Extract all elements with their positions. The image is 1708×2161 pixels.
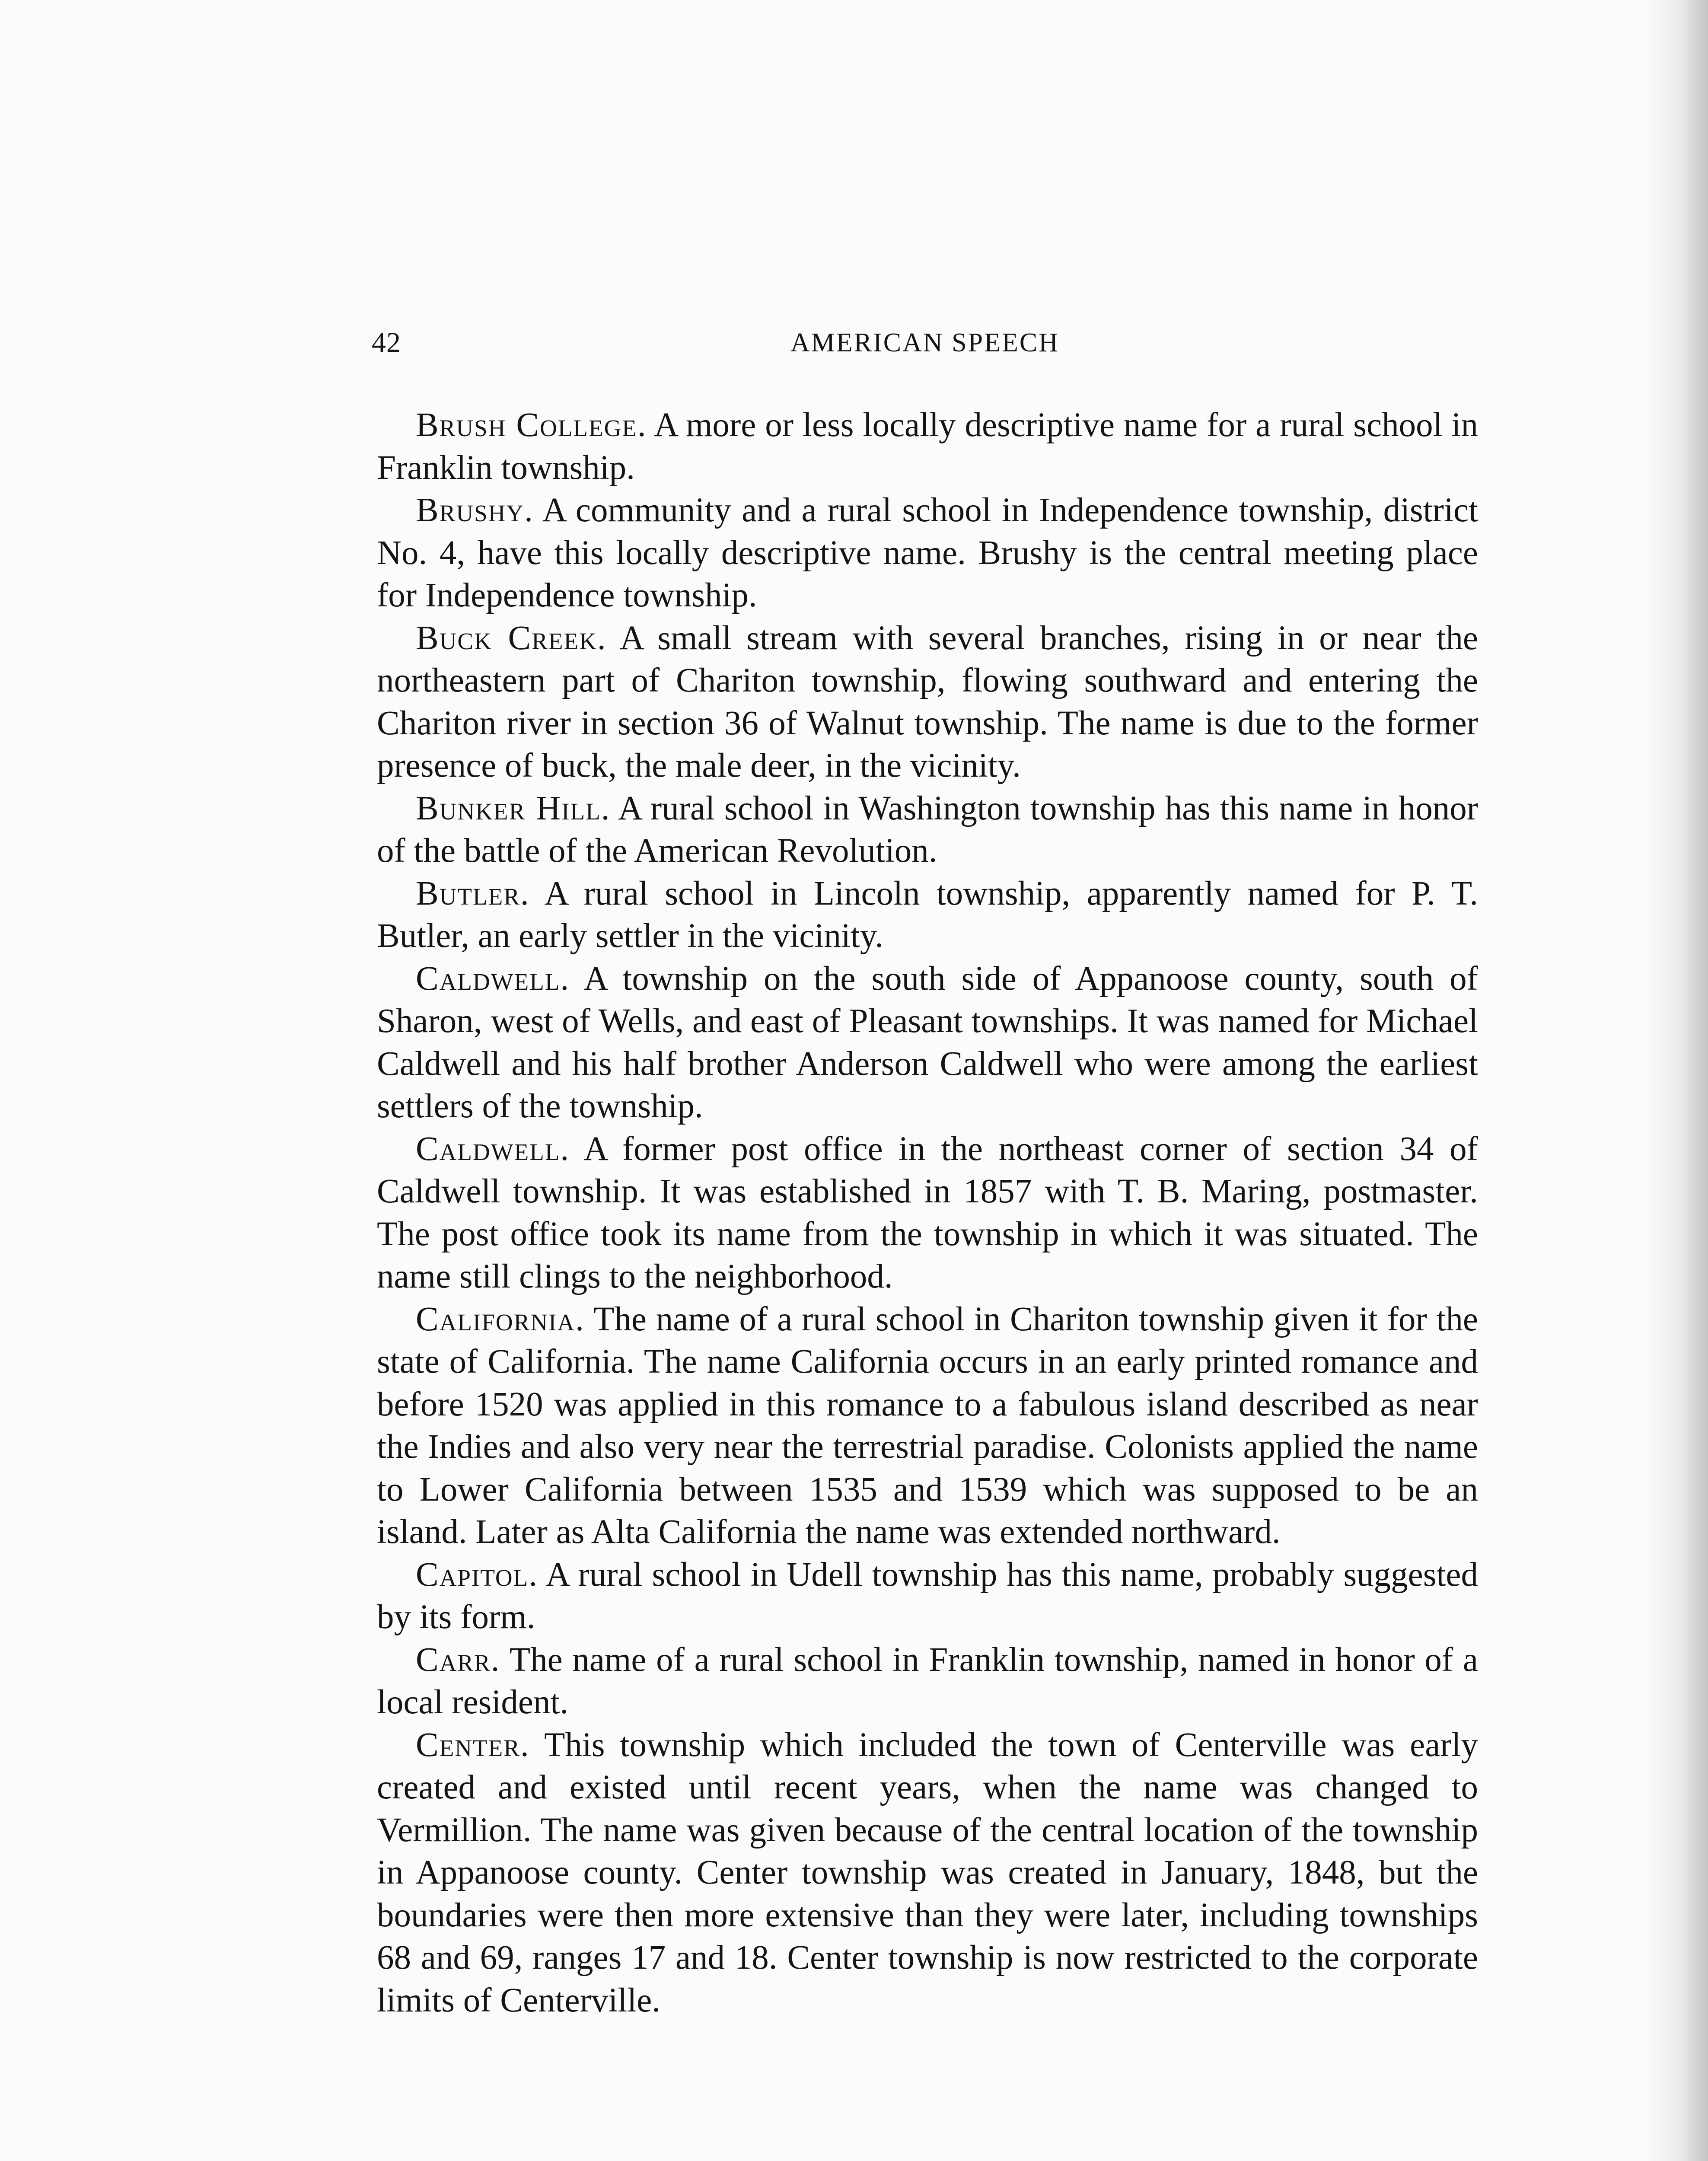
entry-text: A former post office in the northeast corner of section 34 of Caldwell township. It was established in 1857 with T. B. Maring, postmaster. The post office took its name from the township in which it was situated. The name still clings to the neighborhood.: [377, 1130, 1478, 1295]
entry-caldwell-township: [377, 958, 1478, 1128]
running-head: [372, 323, 1478, 362]
entry-text: A township on the south side of Appanoose county, south of Sharon, west of Wells, and east of Pleasant townships. It was named for Michael Caldwell and his half brother Anderson Caldwell who were among the earliest settlers of the township.: [377, 959, 1478, 1125]
headword: Caldwell.: [416, 1130, 570, 1168]
headword: Capitol.: [416, 1555, 538, 1594]
page-number: 42: [372, 327, 401, 358]
entry-text: The name of a rural school in Franklin township, named in honor of a local resident.: [377, 1641, 1478, 1721]
entry-text: This township which included the town of Centerville was early created and existed until recent years, when the name was changed to Vermillion. The name was given because of the central location of the township in Appanoose county. Center township was created in January, 1848, but the boundaries were then more extensive than they were later, including townships 68 and 69, ranges 17 and 18. Center township is now restricted to the corporate limits of Centerville.: [377, 1726, 1479, 2019]
entry-text: A rural school in Washington township has this name in honor of the battle of the American Revolution.: [377, 789, 1478, 870]
entry-carr: [377, 1639, 1478, 1724]
entry-text: A small stream with several branches, rising in or near the northeastern part of Chariton township, flowing southward and entering the Chariton river in section 36 of Walnut township. The name is due to the former presence of buck, the male deer, in the vicinity.: [377, 619, 1478, 784]
entry-center: [377, 1724, 1478, 2022]
headword: Brush College.: [416, 406, 647, 444]
headword: Bunker Hill.: [416, 789, 611, 827]
entry-text: A rural school in Lincoln township, apparently named for P. T. Butler, an early settler in the vicinity.: [377, 874, 1478, 955]
entry-caldwell-post-office: [377, 1128, 1478, 1298]
body-text: [377, 404, 1478, 2022]
headword: Center.: [416, 1726, 530, 1764]
headword: Buck Creek.: [416, 619, 607, 657]
headword: Caldwell.: [416, 959, 570, 998]
entry-buck-creek: [377, 617, 1478, 787]
headword: California.: [416, 1300, 585, 1338]
entry-text: The name of a rural school in Chariton township given it for the state of California. The name California occurs in an early printed romance and before 1520 was applied in this romance to a fabulous island described as near the Indies and also very near the terrestrial paradise. Colonists applied the name to Lower California between 1535 and 1539 which was supposed to be an island. Later as Alta California the name was extended northward.: [377, 1300, 1478, 1551]
journal-title: AMERICAN SPEECH: [790, 328, 1059, 357]
entry-brushy: [377, 489, 1478, 617]
headword: Brushy.: [416, 491, 534, 529]
entry-brush-college: [377, 404, 1478, 489]
headword: Butler.: [416, 874, 530, 912]
entry-text: A rural school in Udell township has this name, probably suggested by its form.: [377, 1555, 1478, 1636]
entry-text: A more or less locally descriptive name for a rural school in Franklin township.: [377, 406, 1478, 487]
entry-bunker-hill: [377, 787, 1478, 873]
entry-capitol: [377, 1554, 1478, 1639]
entry-california: [377, 1298, 1478, 1554]
headword: Carr.: [416, 1641, 500, 1679]
entry-text: A community and a rural school in Independence township, district No. 4, have this locally descriptive name. Brushy is the central meeting place for Independence township.: [377, 491, 1478, 614]
entry-butler: [377, 873, 1478, 958]
